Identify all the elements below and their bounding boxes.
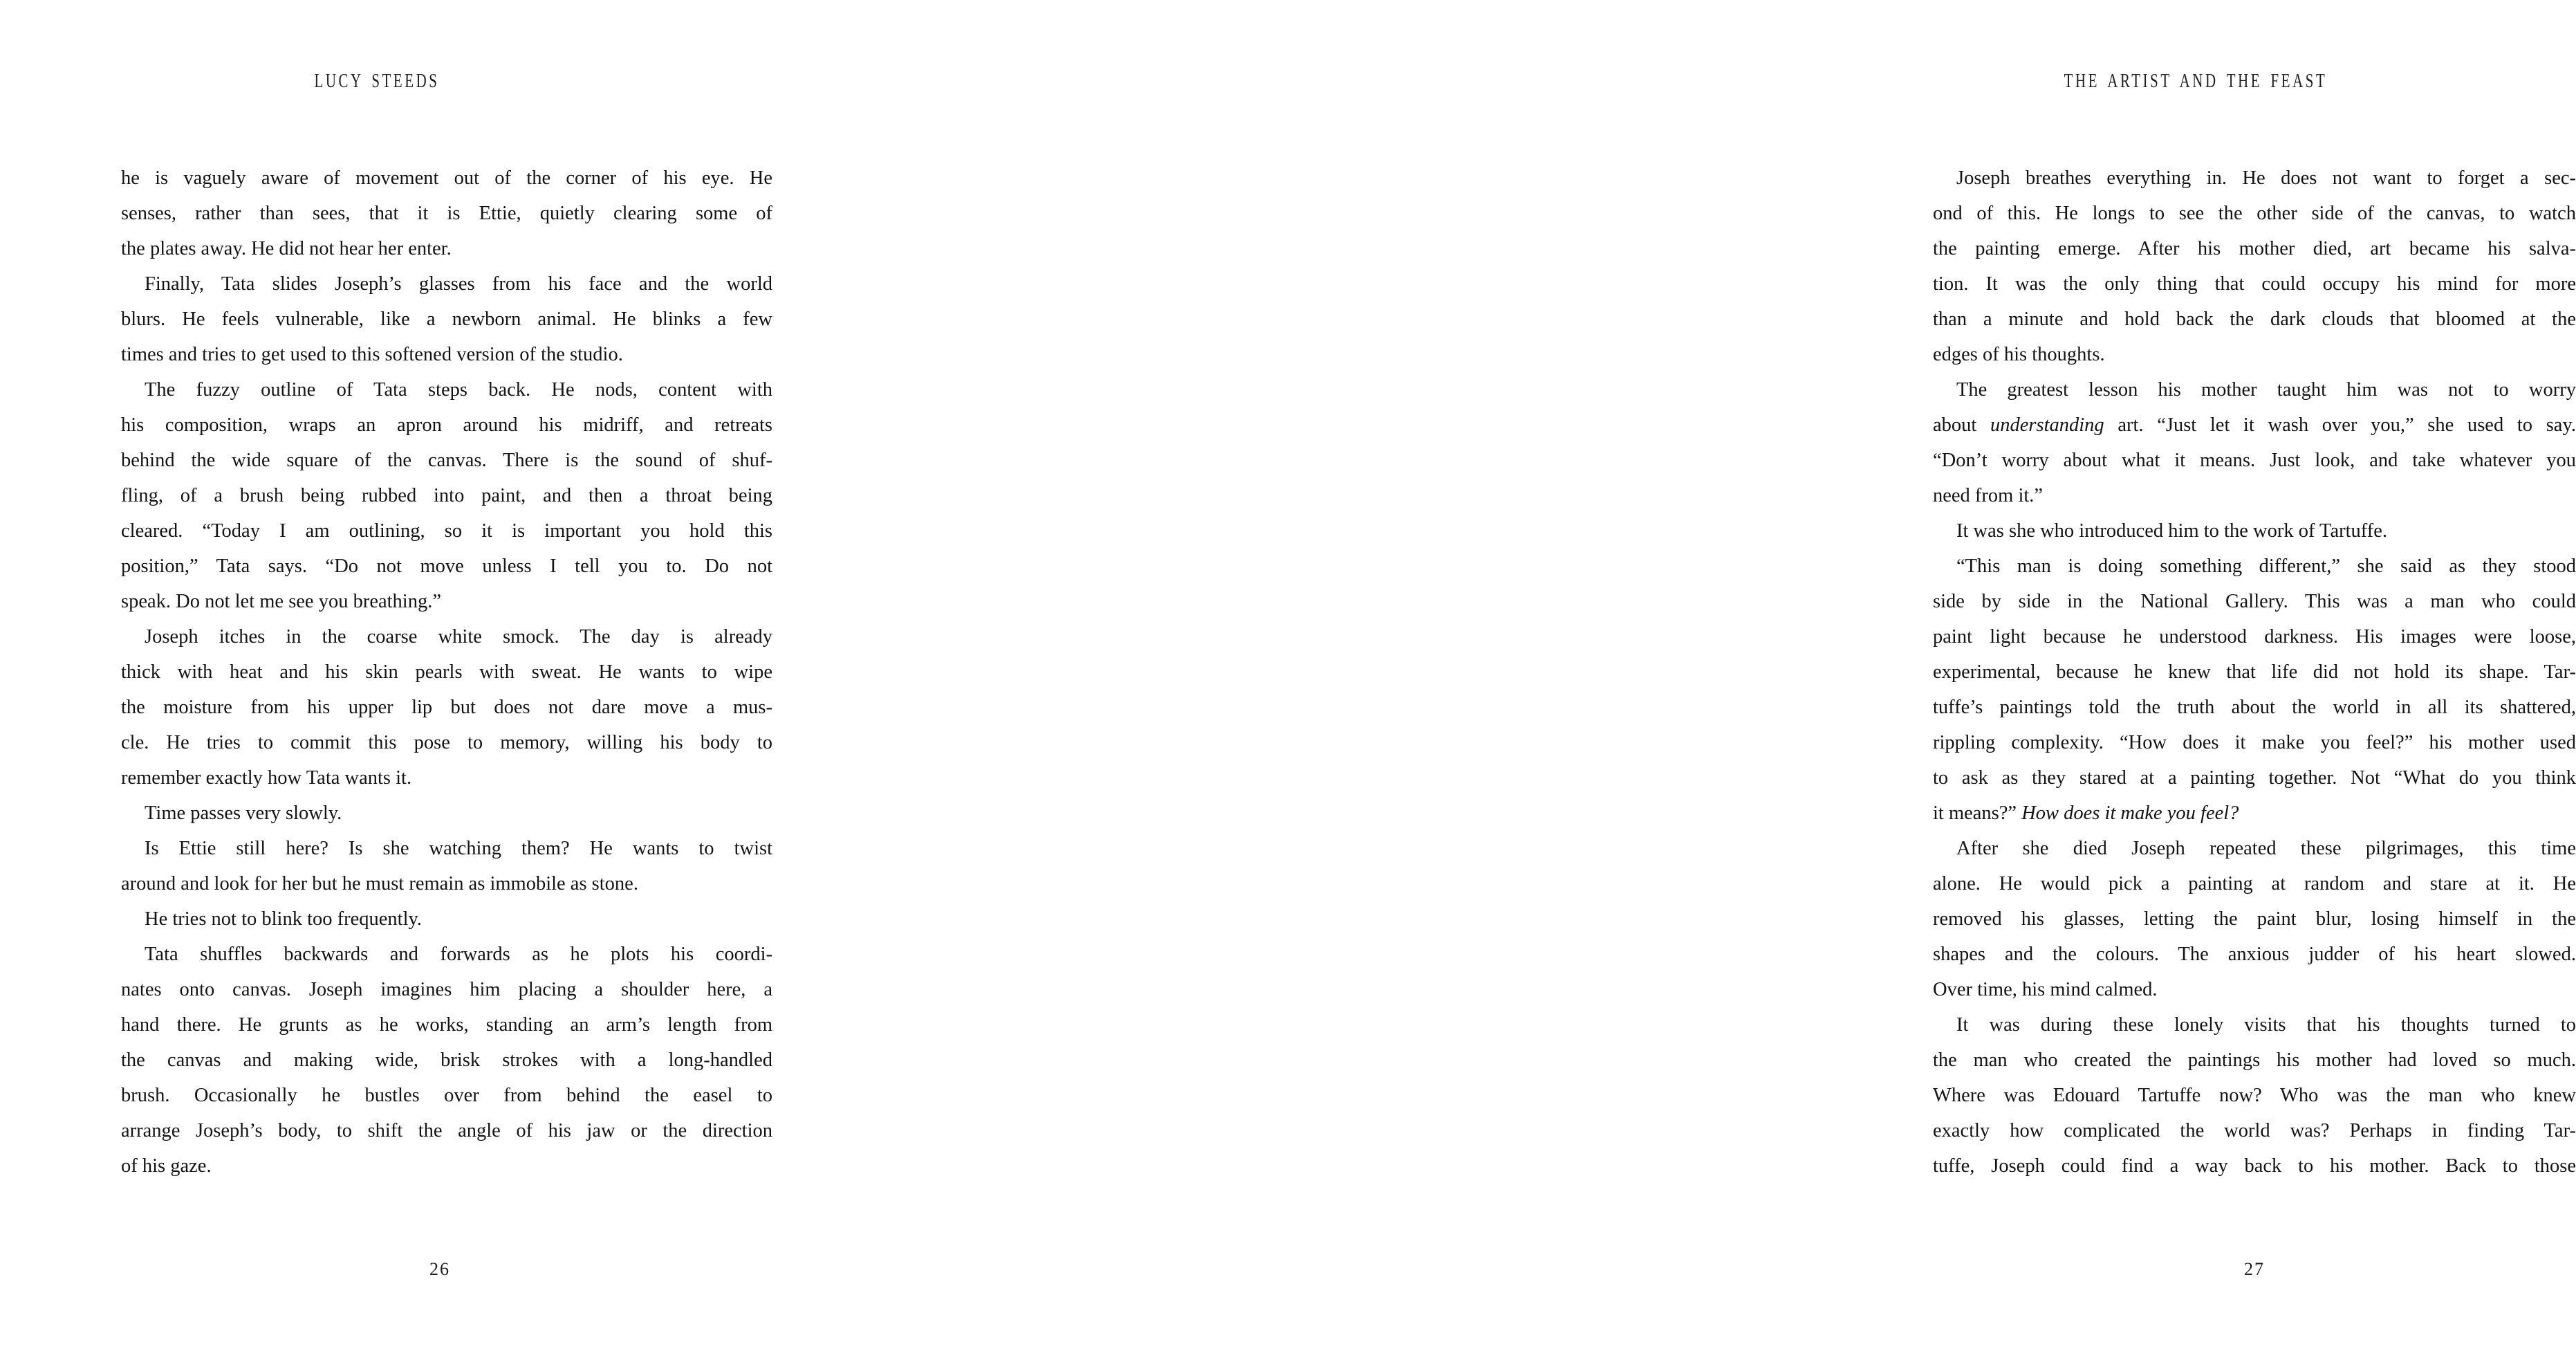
body-text: “Don’t worry about what it means. Just look, and take whatever you [1933,450,2576,471]
text-line [121,443,772,478]
body-text: brush. Occasionally he bustles over from behind the easel to [121,1085,772,1106]
body-text: “This man is doing something different,” she said as they stood [1956,556,2576,577]
body-text: The greatest lesson his mother taught him was not to worry [1956,379,2576,401]
body-text: of his gaze. [121,1155,212,1177]
text-line [1933,937,2576,972]
body-text: hand there. He grunts as he works, standing an arm’s length from [121,1014,772,1036]
body-text: Finally, Tata slides Joseph’s glasses from his face and the world [145,273,772,295]
text-line [1933,160,2576,196]
italic-text: How does it make you feel? [2021,802,2239,824]
body-text: senses, rather than sees, that it is Ettie, quietly clearing some of [121,203,772,224]
left-page-text-column [121,160,772,1184]
text-line [121,549,772,584]
text-line [1933,513,2576,549]
body-text: shapes and the colours. The anxious judder of his heart slowed. [1933,944,2576,965]
text-line [121,1078,772,1113]
running-head-title [2013,70,2379,93]
text-line [121,266,772,302]
text-line [121,690,772,725]
body-text: the moisture from his upper lip but does not dare move a mus- [121,697,772,718]
left-page [0,0,899,1349]
body-text: art. “Just let it wash over you,” she used to say. [2104,414,2576,436]
text-line [1933,196,2576,231]
body-text: tuffe’s paintings told the truth about the world in all its shattered, [1933,697,2576,718]
body-text: the man who created the paintings his mother had loved so much. [1933,1049,2576,1071]
text-line [1933,407,2576,443]
body-text: arrange Joseph’s body, to shift the angle of his jaw or the direction [121,1120,772,1141]
text-line [121,901,772,937]
text-line [1933,654,2576,690]
body-text: edges of his thoughts. [1933,344,2105,365]
text-line [1933,760,2576,796]
body-text: the painting emerge. After his mother died, art became his salva- [1933,238,2576,259]
text-line [121,372,772,407]
running-head-author-text: LUCY STEEDS [314,70,440,92]
text-line [121,302,772,337]
body-text: exactly how complicated the world was? Perhaps in finding Tar- [1933,1120,2576,1141]
body-text: It was during these lonely visits that his thoughts turned to [1956,1014,2576,1036]
body-text: Tata shuffles backwards and forwards as he plots his coordi- [145,944,772,965]
text-line [121,337,772,372]
text-line [1933,337,2576,372]
body-text: After she died Joseph repeated these pilgrimages, this time [1956,838,2576,859]
body-text: to ask as they stared at a painting together. Not “What do you think [1933,767,2576,789]
body-text: rippling complexity. “How does it make you feel?” his mother used [1933,732,2576,753]
text-line [121,584,772,619]
text-line [121,160,772,196]
body-text: cleared. “Today I am outlining, so it is important you hold this [121,520,772,542]
body-text: Where was Edouard Tartuffe now? Who was the man who knew [1933,1085,2576,1106]
body-text: The fuzzy outline of Tata steps back. He nods, content with [145,379,772,401]
text-line [1933,796,2576,831]
body-text: Time passes very slowly. [145,802,342,824]
body-text: removed his glasses, letting the paint blur, losing himself in the [1933,908,2576,930]
body-text: remember exactly how Tata wants it. [121,767,412,789]
text-line [121,196,772,231]
body-text: paint light because he understood darkness. His images were loose, [1933,626,2576,648]
body-text: nates onto canvas. Joseph imagines him placing a shoulder here, a [121,979,772,1000]
body-text: Over time, his mind calmed. [1933,979,2158,1000]
body-text: his composition, wraps an apron around his midriff, and retreats [121,414,772,436]
text-line [1933,1043,2576,1078]
body-text: around and look for her but he must remain as immobile as stone. [121,873,638,894]
body-text: blurs. He feels vulnerable, like a newborn animal. He blinks a few [121,309,772,330]
body-text: tion. It was the only thing that could occupy his mind for more [1933,273,2576,295]
body-text: need from it.” [1933,485,2044,506]
body-text: behind the wide square of the canvas. There is the sound of shuf- [121,450,772,471]
body-text: the plates away. He did not hear her enter. [121,238,452,259]
text-line [1933,1148,2576,1184]
text-line [121,1043,772,1078]
text-line [121,478,772,513]
text-line [1933,266,2576,302]
body-text: speak. Do not let me see you breathing.” [121,591,441,612]
text-line [1933,478,2576,513]
body-text: thick with heat and his skin pearls with sweat. He wants to wipe [121,661,772,683]
text-line [121,937,772,972]
text-line [1933,372,2576,407]
body-text: Joseph itches in the coarse white smock. The day is already [145,626,772,648]
body-text: about [1933,414,1990,436]
running-head-title-text: THE ARTIST AND THE FEAST [2064,70,2328,92]
body-text: fling, of a brush being rubbed into paint, and then a throat being [121,485,772,506]
text-line [1933,831,2576,866]
text-line [1933,972,2576,1007]
text-line [1933,302,2576,337]
body-text: It was she who introduced him to the work of Tartuffe. [1956,520,2388,542]
page-number-right: 27 [2244,1259,2265,1279]
text-line [121,760,772,796]
text-line [1933,231,2576,266]
text-line [121,831,772,866]
body-text: Joseph breathes everything in. He does not want to forget a sec- [1956,167,2576,189]
text-line [121,1113,772,1148]
body-text: side by side in the National Gallery. This was a man who could [1933,591,2576,612]
text-line [121,1007,772,1043]
text-line [121,231,772,266]
text-line [121,972,772,1007]
right-page-text-column [1933,160,2576,1184]
body-text: tuffe, Joseph could find a way back to his mother. Back to those [1933,1155,2576,1177]
body-text: He tries not to blink too frequently. [145,908,423,930]
body-text: Is Ettie still here? Is she watching them? He wants to twist [145,838,772,859]
running-head-author [290,70,463,93]
right-page [899,0,2576,1349]
text-line [1933,1113,2576,1148]
text-line [121,725,772,760]
body-text: it means?” [1933,802,2022,824]
text-line [1933,1007,2576,1043]
text-line [1933,443,2576,478]
text-line [1933,549,2576,584]
page-number-left: 26 [429,1259,450,1279]
body-text: the canvas and making wide, brisk strokes with a long-handled [121,1049,772,1071]
text-line [1933,1078,2576,1113]
text-line [1933,901,2576,937]
body-text: ond of this. He longs to see the other side of the canvas, to watch [1933,203,2576,224]
text-line [121,407,772,443]
text-line [121,654,772,690]
body-text: experimental, because he knew that life did not hold its shape. Tar- [1933,661,2576,683]
text-line [1933,619,2576,654]
text-line [121,619,772,654]
text-line [1933,866,2576,901]
text-line [121,866,772,901]
body-text: times and tries to get used to this softened version of the studio. [121,344,623,365]
italic-text: understanding [1990,414,2104,436]
text-line [121,796,772,831]
text-line [1933,690,2576,725]
text-line [1933,584,2576,619]
body-text: position,” Tata says. “Do not move unless I tell you to. Do not [121,556,772,577]
text-line [121,513,772,549]
body-text: than a minute and hold back the dark clouds that bloomed at the [1933,309,2576,330]
body-text: cle. He tries to commit this pose to memory, willing his body to [121,732,772,753]
body-text: alone. He would pick a painting at random and stare at it. He [1933,873,2576,894]
text-line [1933,725,2576,760]
body-text: he is vaguely aware of movement out of the corner of his eye. He [121,167,772,189]
text-line [121,1148,772,1184]
